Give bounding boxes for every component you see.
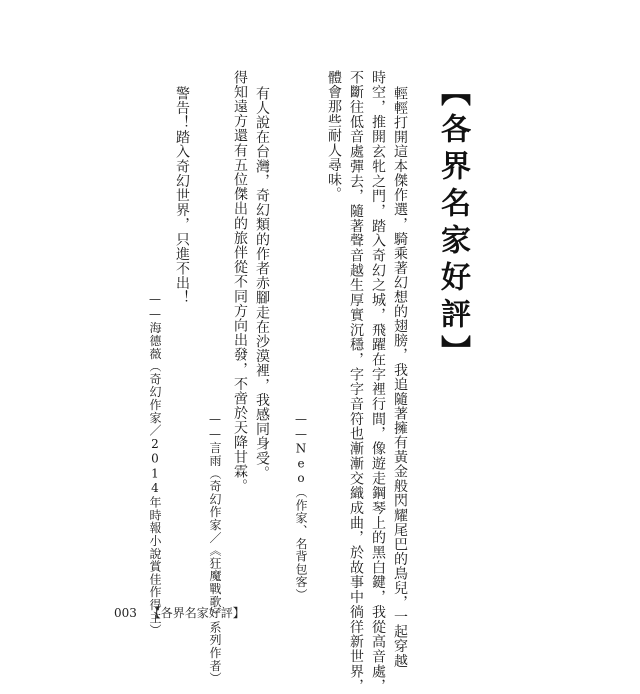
quote-1-line-2: 時空，推開玄牝之門，踏入奇幻之城，飛躍在字裡行間，像遊走鋼琴上的黑白鍵，我從高音處，	[370, 70, 386, 694]
page-footer	[114, 604, 245, 621]
quote-2-line-2: 得知遠方還有五位傑出的旅伴從不同方向出發，不啻於天降甘霖。	[232, 70, 248, 494]
running-title: 【各界名家好評】	[148, 606, 245, 620]
quote-1-line-4: 體會那些耐人尋味。	[326, 70, 342, 202]
quote-1-line-3: 不斷往低音處彈去，隨著聲音越生厚實沉穩，字字音符也漸漸交織成曲，於故事中徜徉新世界，	[348, 70, 364, 694]
quote-3-attribution: ——海德薇（奇幻作家／2014年時報小說賞佳作得主）	[148, 292, 162, 637]
quote-1-line-1: 輕輕打開這本傑作選，騎乘著幻想的翅膀，我追隨著擁有黃金般閃耀尾巴的鳥兒，一起穿越	[392, 86, 408, 668]
quote-2-line-1: 有人說在台灣，奇幻類的作者赤腳走在沙漠裡，我感同身受。	[254, 86, 270, 481]
page-number: 003	[114, 606, 137, 620]
quote-3-line-1: 警告！踏入奇幻世界，只進不出！	[174, 86, 190, 305]
page-heading: 【各界名家好評】	[435, 76, 470, 372]
quote-2-attribution: ——言雨（奇幻作家／《狂魔戰歌》系列作者）	[208, 412, 222, 685]
quote-1-attribution: ——Neo（作家、名背包客）	[294, 412, 308, 602]
